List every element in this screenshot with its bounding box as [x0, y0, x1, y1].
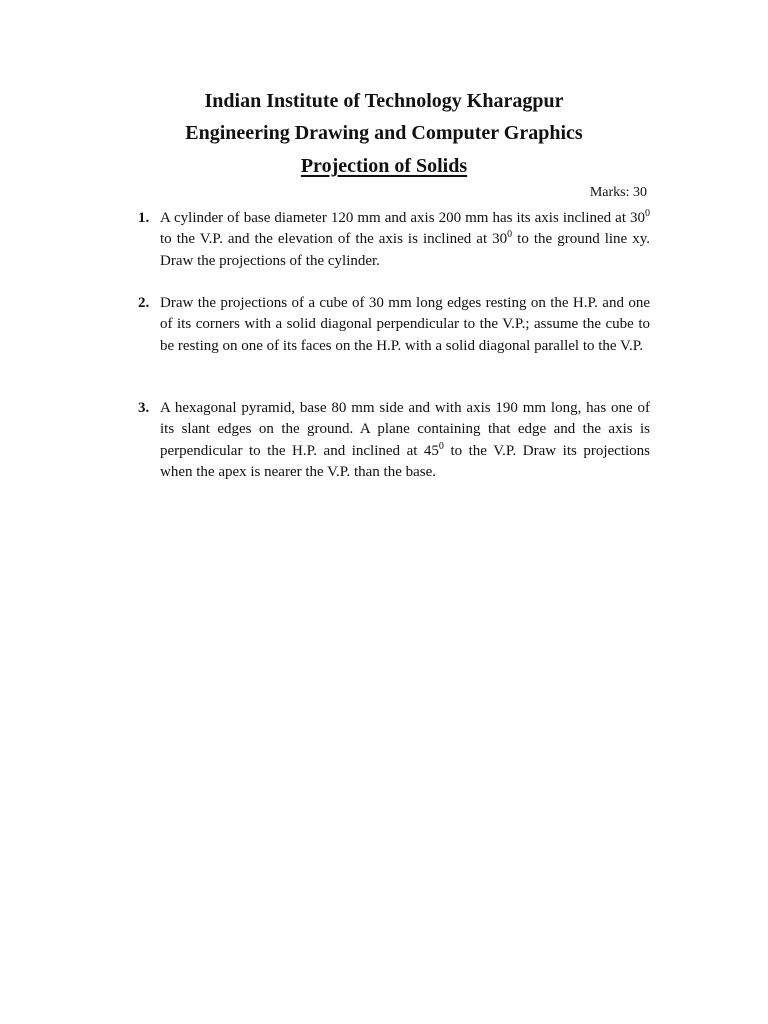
question-text: A hexagonal pyramid, base 80 mm side and with axis 190 mm long, has one of its slant edges on the ground. A plane containing that edge and the axis is perpendicular to the H.P. and inclined at $45^0$ to the V.P. Draw its projections when the apex is nearer the V.P. than the base. [160, 400, 650, 480]
course-heading: Engineering Drawing and Computer Graphics [185, 122, 583, 144]
question-number: 2. [138, 295, 150, 311]
institute-heading: Indian Institute of Technology Kharagpur [204, 90, 564, 112]
question-text: A cylinder of base diameter 120 mm and axis 200 mm has its axis inclined at $30^0$ to the V.P. and the elevation of the axis is inclined at $30^0$ to the ground line xy. Draw the projections of the cylinder. [160, 208, 650, 269]
topic-heading: Projection of Solids [300, 155, 468, 177]
question-number: 1. [138, 210, 150, 226]
question-text: Draw the projections of a cube of 30 mm long edges resting on the H.P. and one of its corners with a solid diagonal perpendicular to the V.P.; assume the cube to be resting on one of its faces on the H.P. with a solid diagonal parallel to the V.P. [160, 295, 650, 354]
question-number: 3. [138, 400, 150, 416]
marks-label: Marks: 30 [589, 185, 647, 200]
